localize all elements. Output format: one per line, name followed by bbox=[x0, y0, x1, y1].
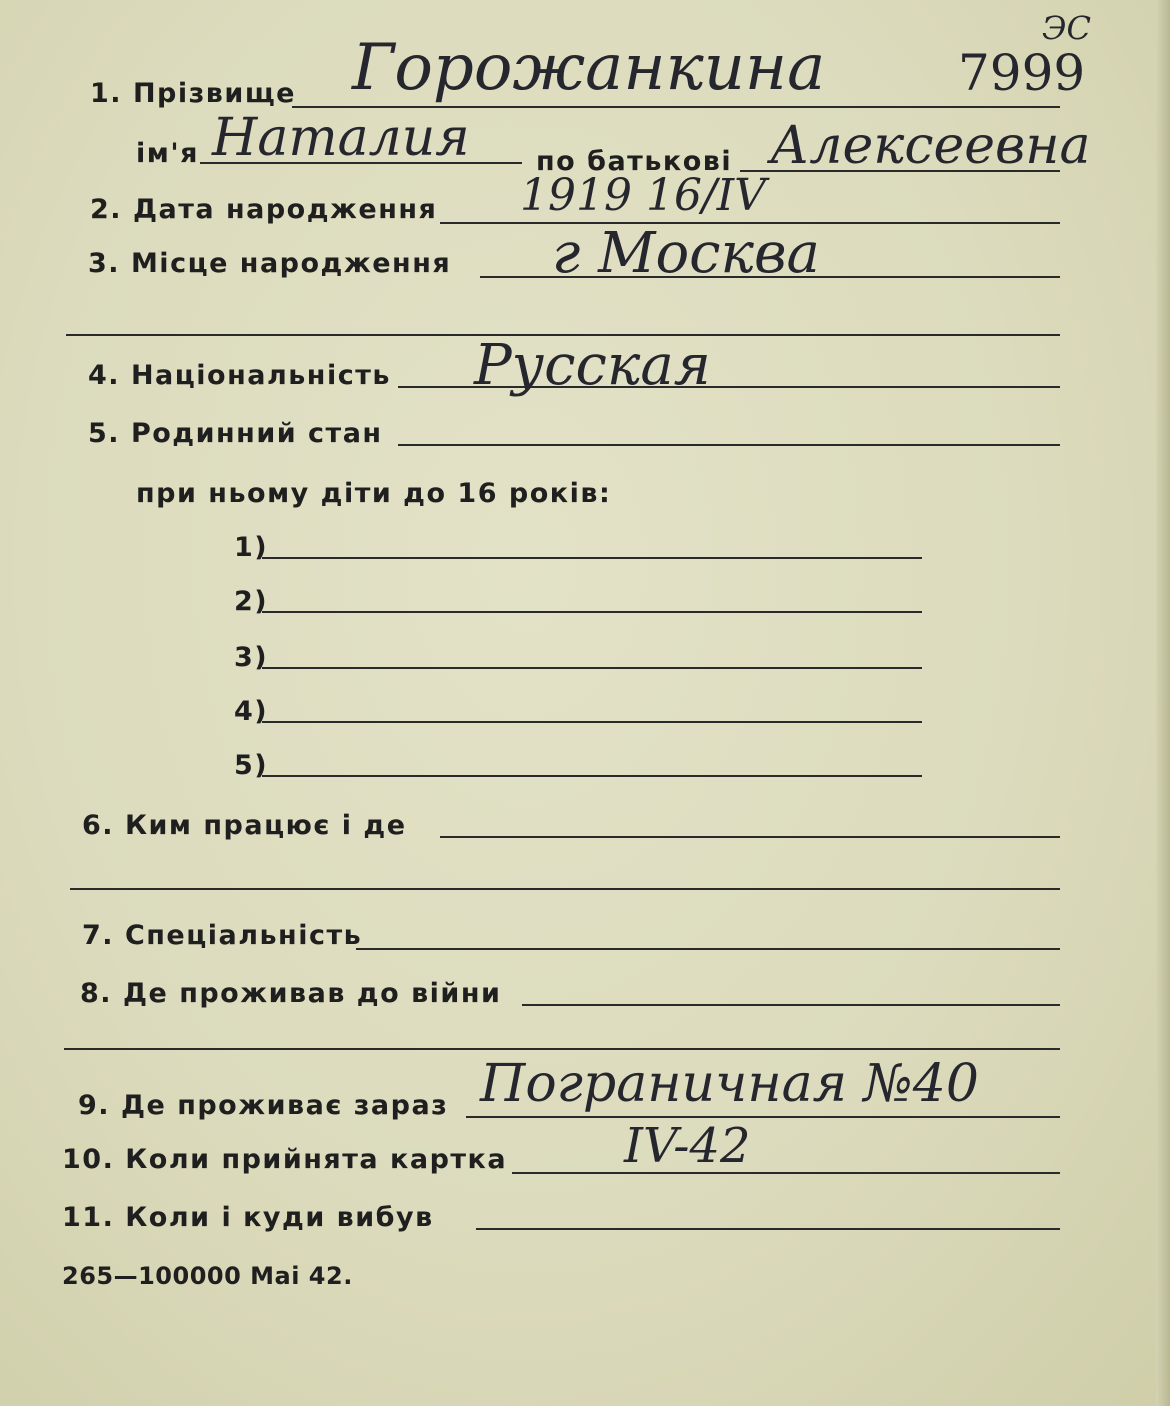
label-first-name: ім'я bbox=[136, 138, 199, 169]
handwritten-birth-place: г Москва bbox=[552, 221, 820, 286]
line-child-1 bbox=[262, 557, 922, 559]
handwritten-nationality: Русская bbox=[474, 333, 711, 398]
label-child-1: 1) bbox=[234, 532, 269, 563]
label-child-2: 2) bbox=[234, 586, 269, 617]
line-occupation bbox=[440, 836, 1060, 838]
label-surname: 1. Прізвище bbox=[90, 78, 296, 109]
label-current-address: 9. Де проживає зараз bbox=[78, 1090, 449, 1121]
line-child-3 bbox=[262, 667, 922, 669]
handwritten-current-address: Пограничная №40 bbox=[480, 1054, 979, 1114]
line-child-2 bbox=[262, 611, 922, 613]
label-prewar-residence: 8. Де проживав до війни bbox=[80, 978, 502, 1009]
handwritten-file-number: 7999 bbox=[958, 44, 1086, 102]
handwritten-first-name: Наталия bbox=[212, 108, 470, 168]
label-child-4: 4) bbox=[234, 696, 269, 727]
label-card-date: 10. Коли прийнята картка bbox=[62, 1144, 508, 1175]
handwritten-file-suffix: ЭС bbox=[1042, 9, 1091, 47]
line-departure bbox=[476, 1228, 1060, 1230]
handwritten-birth-date: 1919 16/IV bbox=[520, 170, 766, 221]
label-birth-place: 3. Місце народження bbox=[88, 248, 452, 279]
label-child-5: 5) bbox=[234, 750, 269, 781]
label-nationality: 4. Національність bbox=[88, 360, 391, 391]
line-current-address bbox=[466, 1116, 1060, 1118]
label-child-3: 3) bbox=[234, 642, 269, 673]
label-patronymic: по батькові bbox=[536, 146, 733, 177]
handwritten-surname: Горожанкина bbox=[352, 31, 826, 105]
handwritten-card-date: IV-42 bbox=[624, 1118, 751, 1174]
handwritten-patronymic: Алексеевна bbox=[770, 116, 1091, 176]
line-family-status bbox=[398, 444, 1060, 446]
label-departure: 11. Коли і куди вибув bbox=[62, 1202, 434, 1233]
label-occupation: 6. Ким працює і де bbox=[82, 810, 407, 841]
line-child-5 bbox=[262, 775, 922, 777]
line-prewar-residence bbox=[522, 1004, 1060, 1006]
card-edge bbox=[1156, 0, 1170, 1406]
line-prewar-residence-continued bbox=[64, 1048, 1060, 1050]
line-occupation-continued bbox=[70, 888, 1060, 890]
label-family-status: 5. Родинний стан bbox=[88, 418, 383, 449]
label-children: при ньому діти до 16 років: bbox=[136, 478, 612, 509]
print-code: 265—100000 Mai 42. bbox=[62, 1262, 353, 1290]
line-card-date bbox=[512, 1172, 1060, 1174]
label-specialty: 7. Спеціальність bbox=[82, 920, 363, 951]
line-specialty bbox=[356, 948, 1060, 950]
label-birth-date: 2. Дата народження bbox=[90, 194, 438, 225]
line-child-4 bbox=[262, 721, 922, 723]
